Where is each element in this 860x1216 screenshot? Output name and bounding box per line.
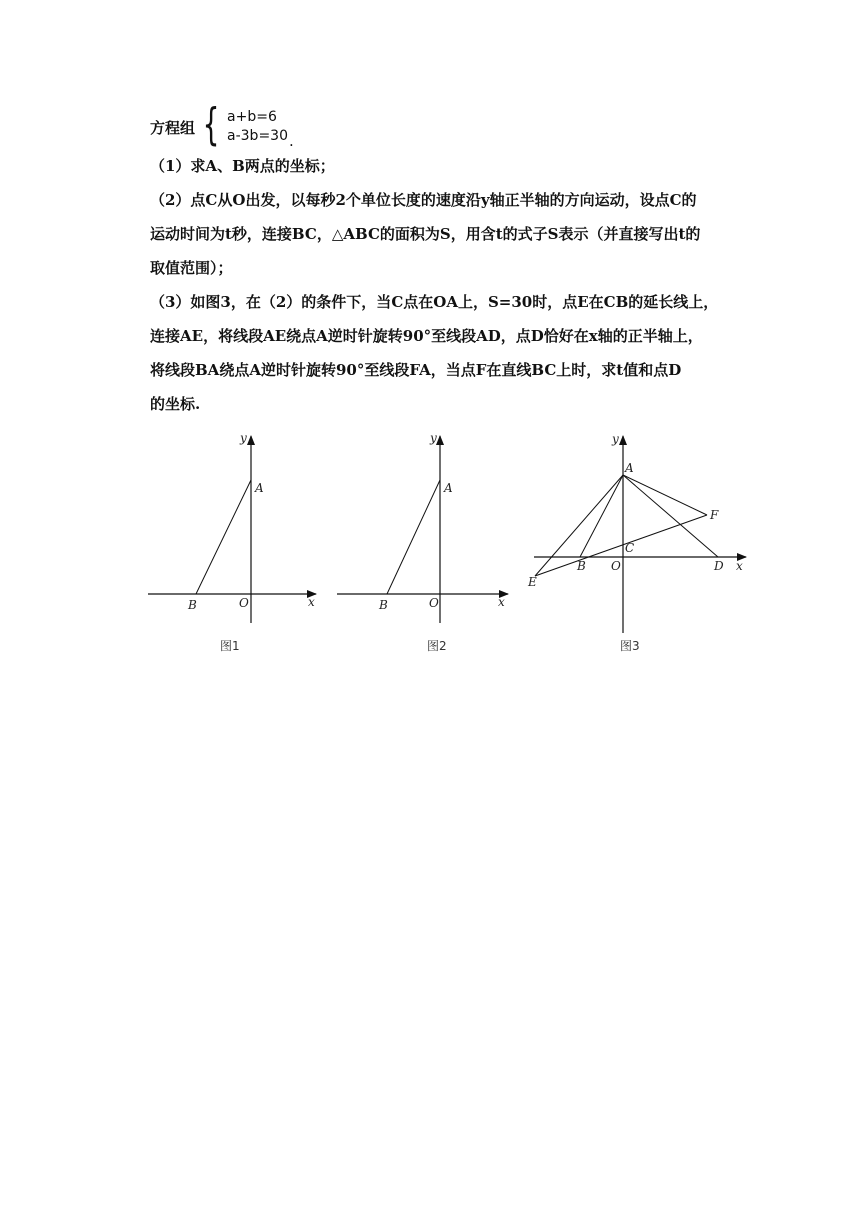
equation-prefix: 方程组 [150, 118, 196, 137]
question-3-line-4: 的坐标. [150, 395, 201, 413]
segment-ab [580, 475, 623, 557]
left-brace-icon: { [202, 99, 220, 150]
equation-system [150, 99, 294, 150]
label-o: O [611, 559, 621, 573]
label-x: x [498, 595, 505, 609]
equation-lines [227, 108, 288, 146]
label-d: D [714, 559, 724, 573]
figure-3 [520, 428, 760, 658]
segment-ab [196, 480, 251, 594]
segment-ab [387, 480, 440, 594]
label-y: y [612, 432, 619, 446]
question-3-line-2: 连接AE，将线段AE绕点A逆时针旋转90°至线段AD，点D恰好在x轴的正半轴上， [150, 327, 703, 345]
label-b: B [577, 559, 586, 573]
question-2-line-1: （2）点C从O出发，以每秒2个单位长度的速度沿y轴正半轴的方向运动，设点C的 [150, 191, 697, 209]
label-e: E [528, 575, 537, 589]
equation-1: a+b=6 [227, 109, 277, 125]
label-a: A [625, 461, 634, 475]
figure-1 [140, 428, 330, 658]
label-f: F [710, 508, 719, 522]
label-c: C [625, 541, 635, 555]
question-2-line-3: 取值范围）； [150, 259, 233, 277]
label-a: A [255, 481, 264, 495]
question-2-line-2: 运动时间为t秒，连接BC，△ABC的面积为S，用含t的式子S表示（并直接写出t的 [150, 225, 701, 243]
question-3-line-1: （3）如图3，在（2）的条件下，当C点在OA上，S=30时，点E在CB的延长线上， [150, 293, 719, 311]
equation-2: a-3b=30 [227, 128, 288, 144]
label-o: O [429, 596, 439, 610]
line-ef [535, 515, 707, 576]
caption-figure-1: 图1 [220, 639, 240, 653]
question-3-line-3: 将线段BA绕点A逆时针旋转90°至线段FA，当点F在直线BC上时，求t值和点D [150, 361, 682, 379]
label-b: B [379, 598, 388, 612]
label-o: O [239, 596, 249, 610]
label-y: y [430, 431, 437, 445]
label-x: x [308, 595, 315, 609]
label-a: A [444, 481, 453, 495]
equation-period: . [289, 132, 294, 150]
figure-2 [330, 428, 520, 658]
label-b: B [188, 598, 197, 612]
segment-af [623, 475, 707, 515]
label-x: x [736, 559, 743, 573]
caption-figure-2: 图2 [427, 639, 447, 653]
label-y: y [240, 431, 247, 445]
caption-figure-3: 图3 [620, 639, 640, 653]
question-1: （1）求A、B两点的坐标； [150, 157, 335, 175]
